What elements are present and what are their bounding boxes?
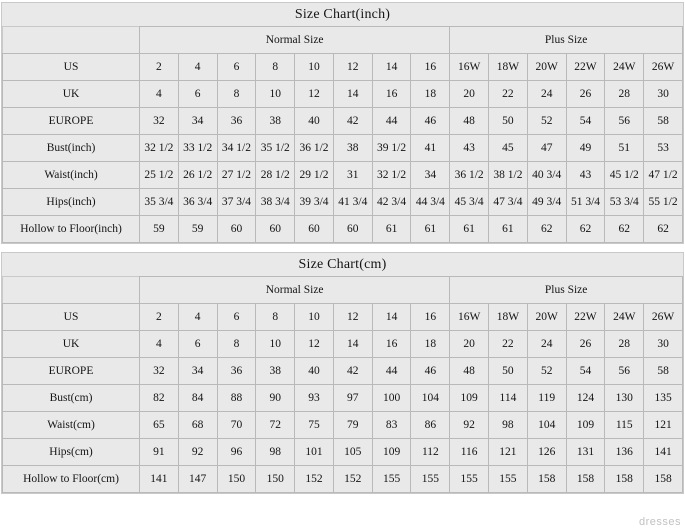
table-row [3, 304, 683, 331]
cell: 14 [333, 331, 372, 358]
cell: 150 [256, 466, 295, 493]
cell: 35 3/4 [140, 189, 179, 216]
cell: 70 [217, 412, 256, 439]
cell: 22W [566, 54, 605, 81]
cell: 12 [333, 304, 372, 331]
cell: 18W [489, 54, 528, 81]
cell: 26W [644, 304, 683, 331]
cell: 79 [333, 412, 372, 439]
cell: 36 [217, 108, 256, 135]
row-label-europe: EUROPE [3, 358, 140, 385]
table-row [3, 189, 683, 216]
cell: 41 [411, 135, 450, 162]
cell: 121 [644, 412, 683, 439]
cell: 38 3/4 [256, 189, 295, 216]
cell: 22W [566, 304, 605, 331]
row-label-hips: Hips(inch) [3, 189, 140, 216]
cell: 36 1/2 [295, 135, 334, 162]
cell: 141 [140, 466, 179, 493]
cell: 8 [256, 54, 295, 81]
cell: 20 [450, 81, 489, 108]
cell: 82 [140, 385, 179, 412]
cell: 27 1/2 [217, 162, 256, 189]
cell: 49 [566, 135, 605, 162]
cell: 4 [140, 331, 179, 358]
cell: 24W [605, 304, 644, 331]
cell: 55 1/2 [644, 189, 683, 216]
cell: 30 [644, 331, 683, 358]
cell: 54 [566, 108, 605, 135]
row-label-us: US [3, 54, 140, 81]
table-row [3, 439, 683, 466]
cell: 158 [644, 466, 683, 493]
cell: 24W [605, 54, 644, 81]
cell: 48 [450, 358, 489, 385]
cell: 45 1/2 [605, 162, 644, 189]
cell: 24 [527, 81, 566, 108]
cell: 35 1/2 [256, 135, 295, 162]
cell: 59 [178, 216, 217, 243]
cell: 50 [489, 358, 528, 385]
cell: 20 [450, 331, 489, 358]
cell: 47 3/4 [489, 189, 528, 216]
cell: 16 [411, 54, 450, 81]
cell: 45 3/4 [450, 189, 489, 216]
cell: 43 [450, 135, 489, 162]
cell: 10 [256, 81, 295, 108]
cell: 60 [295, 216, 334, 243]
cell: 8 [217, 331, 256, 358]
cell: 44 [372, 108, 411, 135]
cell: 96 [217, 439, 256, 466]
cell: 68 [178, 412, 217, 439]
cell: 60 [256, 216, 295, 243]
cell: 40 3/4 [527, 162, 566, 189]
cell: 37 3/4 [217, 189, 256, 216]
cell: 26 1/2 [178, 162, 217, 189]
cell: 124 [566, 385, 605, 412]
cell: 39 1/2 [372, 135, 411, 162]
cell: 98 [256, 439, 295, 466]
cell: 52 [527, 358, 566, 385]
table-row [3, 108, 683, 135]
cell: 155 [489, 466, 528, 493]
group-header-normal-size: Normal Size [140, 277, 450, 304]
cell: 158 [566, 466, 605, 493]
cell: 147 [178, 466, 217, 493]
cell: 36 [217, 358, 256, 385]
cell: 54 [566, 358, 605, 385]
cell: 155 [411, 466, 450, 493]
cell: 20W [527, 304, 566, 331]
cell: 43 [566, 162, 605, 189]
cell: 97 [333, 385, 372, 412]
table-row [3, 162, 683, 189]
cell: 16W [450, 54, 489, 81]
cell: 155 [450, 466, 489, 493]
size-chart-inch-block [1, 2, 684, 244]
cell: 84 [178, 385, 217, 412]
cell: 14 [372, 304, 411, 331]
cell: 60 [333, 216, 372, 243]
cell: 39 3/4 [295, 189, 334, 216]
cell: 158 [605, 466, 644, 493]
table-row-group-header [3, 277, 683, 304]
table-row [3, 135, 683, 162]
cell: 49 3/4 [527, 189, 566, 216]
cell: 18 [411, 81, 450, 108]
cell: 116 [450, 439, 489, 466]
cell: 56 [605, 358, 644, 385]
cell: 14 [333, 81, 372, 108]
cell: 38 [333, 135, 372, 162]
cell: 112 [411, 439, 450, 466]
row-label-waist: Waist(cm) [3, 412, 140, 439]
cell: 36 1/2 [450, 162, 489, 189]
cell: 91 [140, 439, 179, 466]
cell: 32 1/2 [140, 135, 179, 162]
cell: 47 1/2 [644, 162, 683, 189]
cell: 141 [644, 439, 683, 466]
cell: 158 [527, 466, 566, 493]
cell: 50 [489, 108, 528, 135]
cell: 86 [411, 412, 450, 439]
cell: 56 [605, 108, 644, 135]
cell: 61 [372, 216, 411, 243]
cell: 152 [295, 466, 334, 493]
cell: 61 [489, 216, 528, 243]
cell: 45 [489, 135, 528, 162]
cell: 62 [605, 216, 644, 243]
cell: 53 [644, 135, 683, 162]
cell: 152 [333, 466, 372, 493]
cell: 53 3/4 [605, 189, 644, 216]
cell: 6 [217, 54, 256, 81]
chart-title-inch: Size Chart(inch) [2, 3, 683, 26]
cell: 42 3/4 [372, 189, 411, 216]
row-label-bust: Bust(cm) [3, 385, 140, 412]
cell: 52 [527, 108, 566, 135]
row-label-europe: EUROPE [3, 108, 140, 135]
cell: 65 [140, 412, 179, 439]
cell: 104 [527, 412, 566, 439]
cell: 41 3/4 [333, 189, 372, 216]
cell: 98 [489, 412, 528, 439]
cell: 90 [256, 385, 295, 412]
cell: 62 [644, 216, 683, 243]
cell: 51 3/4 [566, 189, 605, 216]
cell: 16 [411, 304, 450, 331]
cell: 16W [450, 304, 489, 331]
cell: 46 [411, 358, 450, 385]
cell: 2 [140, 304, 179, 331]
cell: 6 [217, 304, 256, 331]
cell: 14 [372, 54, 411, 81]
cell: 46 [411, 108, 450, 135]
table-row [3, 54, 683, 81]
cell: 101 [295, 439, 334, 466]
table-row [3, 216, 683, 243]
cell: 38 [256, 358, 295, 385]
row-label-hollow-to-floor: Hollow to Floor(inch) [3, 216, 140, 243]
cell: 72 [256, 412, 295, 439]
row-label-hips: Hips(cm) [3, 439, 140, 466]
cell: 32 [140, 358, 179, 385]
cell: 16 [372, 81, 411, 108]
cell: 10 [295, 54, 334, 81]
empty-corner-cell [3, 27, 140, 54]
cell: 40 [295, 108, 334, 135]
cell: 6 [178, 331, 217, 358]
cell: 44 [372, 358, 411, 385]
cell: 34 1/2 [217, 135, 256, 162]
cell: 131 [566, 439, 605, 466]
size-table-inch [2, 26, 683, 243]
cell: 8 [256, 304, 295, 331]
cell: 115 [605, 412, 644, 439]
cell: 130 [605, 385, 644, 412]
cell: 42 [333, 358, 372, 385]
cell: 12 [295, 81, 334, 108]
table-row [3, 385, 683, 412]
cell: 114 [489, 385, 528, 412]
watermark-text: dresses [638, 516, 681, 528]
row-label-waist: Waist(inch) [3, 162, 140, 189]
cell: 61 [450, 216, 489, 243]
table-row [3, 466, 683, 493]
cell: 2 [140, 54, 179, 81]
cell: 32 1/2 [372, 162, 411, 189]
cell: 150 [217, 466, 256, 493]
cell: 58 [644, 108, 683, 135]
cell: 38 [256, 108, 295, 135]
cell: 22 [489, 81, 528, 108]
cell: 6 [178, 81, 217, 108]
cell: 51 [605, 135, 644, 162]
cell: 4 [178, 304, 217, 331]
cell: 26 [566, 331, 605, 358]
cell: 18W [489, 304, 528, 331]
size-chart-cm-block [1, 252, 684, 494]
row-label-hollow-to-floor: Hollow to Floor(cm) [3, 466, 140, 493]
cell: 10 [295, 304, 334, 331]
cell: 40 [295, 358, 334, 385]
cell: 33 1/2 [178, 135, 217, 162]
cell: 109 [566, 412, 605, 439]
cell: 135 [644, 385, 683, 412]
group-header-plus-size: Plus Size [450, 27, 683, 54]
cell: 60 [217, 216, 256, 243]
chart-title-cm: Size Chart(cm) [2, 253, 683, 276]
cell: 25 1/2 [140, 162, 179, 189]
cell: 58 [644, 358, 683, 385]
cell: 36 3/4 [178, 189, 217, 216]
cell: 109 [450, 385, 489, 412]
cell: 32 [140, 108, 179, 135]
cell: 34 [411, 162, 450, 189]
cell: 48 [450, 108, 489, 135]
cell: 62 [527, 216, 566, 243]
cell: 10 [256, 331, 295, 358]
cell: 20W [527, 54, 566, 81]
cell: 8 [217, 81, 256, 108]
row-label-bust: Bust(inch) [3, 135, 140, 162]
cell: 155 [372, 466, 411, 493]
cell: 16 [372, 331, 411, 358]
table-row [3, 81, 683, 108]
cell: 18 [411, 331, 450, 358]
cell: 119 [527, 385, 566, 412]
size-table-cm [2, 276, 683, 493]
cell: 126 [527, 439, 566, 466]
cell: 136 [605, 439, 644, 466]
cell: 29 1/2 [295, 162, 334, 189]
cell: 24 [527, 331, 566, 358]
table-row [3, 358, 683, 385]
cell: 105 [333, 439, 372, 466]
cell: 4 [178, 54, 217, 81]
cell: 28 [605, 331, 644, 358]
cell: 44 3/4 [411, 189, 450, 216]
cell: 59 [140, 216, 179, 243]
cell: 75 [295, 412, 334, 439]
cell: 12 [333, 54, 372, 81]
cell: 22 [489, 331, 528, 358]
cell: 30 [644, 81, 683, 108]
cell: 92 [450, 412, 489, 439]
cell: 104 [411, 385, 450, 412]
cell: 31 [333, 162, 372, 189]
cell: 28 1/2 [256, 162, 295, 189]
group-header-normal-size: Normal Size [140, 27, 450, 54]
cell: 38 1/2 [489, 162, 528, 189]
cell: 26W [644, 54, 683, 81]
cell: 12 [295, 331, 334, 358]
table-row [3, 331, 683, 358]
cell: 26 [566, 81, 605, 108]
row-label-uk: UK [3, 81, 140, 108]
cell: 62 [566, 216, 605, 243]
empty-corner-cell [3, 277, 140, 304]
row-label-us: US [3, 304, 140, 331]
table-row-group-header [3, 27, 683, 54]
cell: 4 [140, 81, 179, 108]
group-header-plus-size: Plus Size [450, 277, 683, 304]
cell: 47 [527, 135, 566, 162]
cell: 34 [178, 358, 217, 385]
cell: 109 [372, 439, 411, 466]
row-label-uk: UK [3, 331, 140, 358]
cell: 100 [372, 385, 411, 412]
cell: 92 [178, 439, 217, 466]
cell: 93 [295, 385, 334, 412]
cell: 42 [333, 108, 372, 135]
cell: 121 [489, 439, 528, 466]
cell: 61 [411, 216, 450, 243]
table-row [3, 412, 683, 439]
cell: 28 [605, 81, 644, 108]
cell: 34 [178, 108, 217, 135]
cell: 88 [217, 385, 256, 412]
cell: 83 [372, 412, 411, 439]
